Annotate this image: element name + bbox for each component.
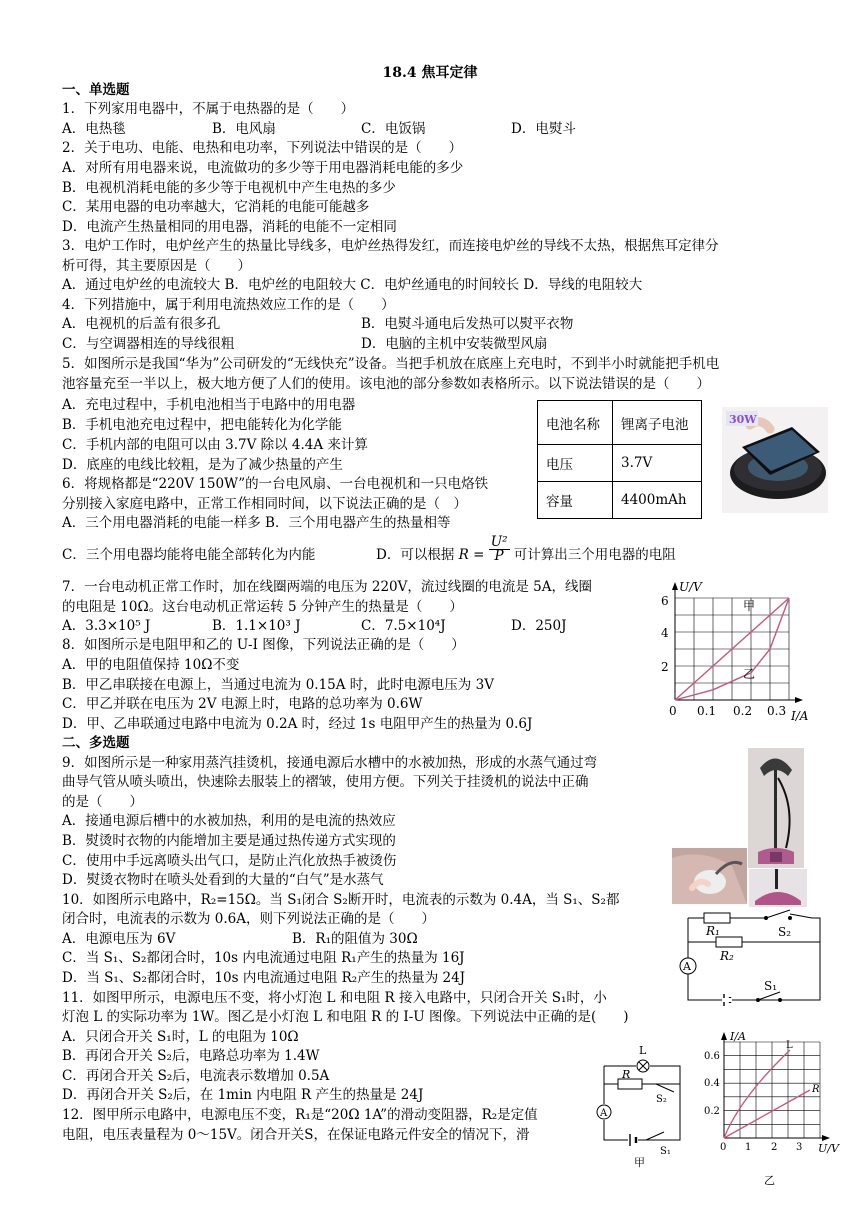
table-row <box>538 445 702 482</box>
table-cell: 4400mAh <box>613 482 702 519</box>
x-tick-label: 0.3 <box>767 704 787 718</box>
q11-option-c: C．再闭合开关 S₂后，电流表示数增加 0.5A <box>62 1068 330 1084</box>
table-cell: 3.7V <box>613 445 702 482</box>
label-s1: S₁ <box>660 1146 671 1157</box>
y-tick-label: 4 <box>661 626 669 640</box>
formula-numerator: U² <box>490 533 508 550</box>
y-axis-arrow-icon <box>721 1032 727 1040</box>
switch-s1 <box>758 992 780 1000</box>
label-l: L <box>639 1044 647 1057</box>
q10-option-d: D．当 S₁、S₂都闭合时，10s 内电流通过电阻 R₂产生的热量为 24J <box>62 970 466 986</box>
q11-stem-line2: 灯泡 L 的实际功率为 1W。图乙是小灯泡 L 和电阻 R 的 I-U 图像。下列说法中正确的是( ) <box>62 1009 629 1025</box>
q7-option-c: C．7.5×10⁴J <box>361 618 446 634</box>
q4-option-b: B．电熨斗通电后发热可以熨平衣物 <box>361 316 574 332</box>
q3-options: A．通过电炉丝的电流较大 B．电炉丝的电阻较大 C．电炉丝通电的时间较长 D．导线的电阻较大 <box>62 277 643 293</box>
wire <box>604 1066 680 1118</box>
q2-stem: 2．关于电功、电能、电热和电功率，下列说法中错误的是（ ） <box>62 140 463 156</box>
table-cell: 锂离子电池 <box>613 401 702 445</box>
q2-option-a: A．对所有用电器来说，电流做功的多少等于用电器消耗电能的多少 <box>62 160 464 176</box>
y-tick-label: 0.6 <box>704 1051 720 1062</box>
q10-stem-line1: 10．如图所示电路中，R₂=15Ω。当 S₁闭合 S₂断开时，电流表的示数为 0.4A，当 S₁、S₂都 <box>62 892 620 908</box>
q6-stem-line1: 6．将规格都是“220V 150W”的一台电风扇、一台电视机和一只电烙铁 <box>62 476 489 492</box>
formula-fraction <box>489 533 510 564</box>
x-axis-label: U/V <box>818 1142 839 1155</box>
steamer-base-photo <box>749 869 807 907</box>
q5-option-a: A．充电过程中，手机电池相当于电路中的用电器 <box>62 397 356 413</box>
q10-option-c: C．当 S₁、S₂都闭合时，10s 内电流通过电阻 R₁产生的热量为 16J <box>62 950 465 966</box>
q9-option-b: B．熨烫时衣物的内能增加主要是通过热传递方式实现的 <box>62 833 396 849</box>
q1-option-b: B．电风扇 <box>212 121 276 137</box>
grid <box>724 1042 820 1138</box>
q6-option-d-prefix: D．可以根据 <box>376 547 455 563</box>
x-tick-label: 0 <box>720 1142 727 1153</box>
table-row <box>538 482 702 519</box>
q8-option-b: B．甲乙串联接在电源上，当通过电流为 0.15A 时，此时电源电压为 3V <box>62 677 494 693</box>
x-tick-label: 3 <box>796 1142 803 1153</box>
q7-stem-line2: 的电阻是 10Ω。这台电动机正常运转 5 分钟产生的热量是（ ） <box>62 599 463 615</box>
label-s1: S₁ <box>764 979 778 993</box>
q9-stem-line2: 曲导气管从喷头喷出，快速除去服装上的褶皱，使用方便。下列关于挂烫机的说法中正确 <box>62 774 589 790</box>
q9-option-c: C．使用中手远离喷头出气口，是防止汽化放热手被烫伤 <box>62 853 397 869</box>
q6-option-ab: A．三个用电器消耗的电能一样多 B．三个用电器产生的热量相等 <box>62 515 451 531</box>
q10-option-b: B．R₁的阻值为 30Ω <box>292 931 418 947</box>
q2-option-c: C．某用电器的电功率越大，它消耗的电能可能越多 <box>62 199 370 215</box>
q11-option-d: D．再闭合开关 S₂后，在 1min 内电阻 R 产生的热量是 24J <box>62 1087 424 1103</box>
q9-option-a: A．接通电源后槽中的水被加热，利用的是电流的热效应 <box>62 813 396 829</box>
q3-stem-line2: 析可得，其主要原因是（ ） <box>62 258 251 274</box>
q5-option-b: B．手机电池充电过程中，把电能转化为化学能 <box>62 417 342 433</box>
label-s2: S₂ <box>778 925 792 939</box>
q7-option-a: A．3.3×10⁵ J <box>62 618 151 634</box>
steamer-in-use-photo <box>672 848 747 904</box>
wireless-charger-photo <box>722 407 828 513</box>
y-tick-label: 0.4 <box>704 1078 720 1089</box>
q2-option-d: D．电流产生热量相同的用电器，消耗的电能不一定相同 <box>62 219 397 235</box>
q11-circuit-diagram <box>594 1040 690 1170</box>
q9-stem-line3: 的是（ ） <box>62 794 143 810</box>
resistor-r1 <box>704 913 730 923</box>
q7-stem-line1: 7．一台电动机正常工作时，加在线圈两端的电压为 220V，流过线圈的电流是 5A，线圈 <box>62 579 593 595</box>
x-tick-label: 2 <box>771 1142 778 1153</box>
q3-stem-line1: 3．电炉工作时，电炉丝产生的热量比导线多，电炉丝热得发红，而连接电炉丝的导线不太热，根据焦耳定律分 <box>62 238 719 254</box>
q1-option-d: D．电熨斗 <box>511 121 576 137</box>
series-yi-label: 乙 <box>743 667 756 681</box>
series-jia-label: 甲 <box>743 599 756 613</box>
label-r2: R₂ <box>720 949 734 963</box>
q4-option-a: A．电视机的后盖有很多孔 <box>62 316 221 332</box>
q8-option-c: C．甲乙并联在电压为 2V 电源上时，电路的总功率为 0.6W <box>62 696 423 712</box>
q11-option-b: B．再闭合开关 S₂后，电路总功率为 1.4W <box>62 1048 320 1064</box>
series-l-curve <box>724 1050 790 1138</box>
q8-stem: 8．如图所示是电阻甲和乙的 U-I 图像，下列说法正确的是（ ） <box>62 637 465 653</box>
label-s2: S₂ <box>656 1094 667 1105</box>
q12-stem-line2: 电阻，电压表量程为 0～15V。闭合开关S，在保证电路元件安全的情况下，滑 <box>62 1127 530 1143</box>
wire <box>638 1118 680 1140</box>
switch-s2 <box>656 1084 674 1092</box>
q12-stem-line1: 12．图甲所示电路中，电源电压不变，R₁是“20Ω 1A”的滑动变阻器，R₂是定值 <box>62 1107 538 1123</box>
q4-option-c: C．与空调器相连的导线很粗 <box>62 336 235 352</box>
switch-s2 <box>766 910 790 918</box>
q9-stem-line1: 9．如图所示是一种家用蒸汽挂烫机，接通电源后水槽中的水被加热，形成的水蒸气通过弯 <box>62 755 598 771</box>
table-cell: 容量 <box>538 482 613 519</box>
q4-stem: 4．下列措施中，属于利用电流热效应工作的是（ ） <box>62 297 395 313</box>
y-tick-label: 0.2 <box>704 1106 720 1117</box>
charger-badge: 30W <box>729 413 757 426</box>
q5-option-c: C．手机内部的电阻可以由 3.7V 除以 4.4A 来计算 <box>62 437 368 453</box>
y-axis-label: U/V <box>679 580 702 594</box>
q1-stem: 1．下列家用电器中，不属于电热器的是（ ） <box>62 101 355 117</box>
x-tick-label: 1 <box>745 1142 752 1153</box>
q10-stem-line2: 闭合时，电流表的示数为 0.6A，则下列说法正确的是（ ） <box>62 911 436 927</box>
label-r: R <box>622 1068 631 1081</box>
formula-denominator: P <box>494 547 504 564</box>
q7-option-b: B．1.1×10³ J <box>212 618 301 634</box>
y-axis-label: I/A <box>730 1030 746 1043</box>
q5-stem-line1: 5．如图所示是我国“华为”公司研发的“无线快充”设备。当把手机放在底座上充电时，不到半小时就能把手机电 <box>62 356 720 372</box>
x-tick-label: 0.2 <box>733 704 753 718</box>
q8-ui-graph <box>655 578 815 723</box>
x-tick-label: 0.1 <box>697 704 717 718</box>
battery-parameter-table <box>537 400 702 519</box>
q11-iu-graph <box>700 1028 840 1188</box>
label-ammeter: A <box>683 960 691 973</box>
x-axis-arrow-icon <box>822 1135 830 1141</box>
section-single-choice: 一、单选题 <box>62 82 130 98</box>
q11-stem-line1: 11．如图甲所示，电源电压不变，将小灯泡 L 和电阻 R 接入电路中，只闭合开关 S₁时，小 <box>62 990 607 1006</box>
series-r-label: R <box>812 1084 820 1095</box>
y-tick-label: 6 <box>661 594 669 608</box>
q5-option-d: D．底座的电线比较粗，是为了减少热量的产生 <box>62 457 343 473</box>
q1-option-c: C．电饭锅 <box>361 121 426 137</box>
q11-option-a: A．只闭合开关 S₁时，L 的电阻为 10Ω <box>62 1029 299 1045</box>
resistor-r2 <box>716 937 742 947</box>
q6-option-d-suffix: 可计算出三个用电器的电阻 <box>513 547 676 563</box>
q10-option-a: A．电源电压为 6V <box>62 931 176 947</box>
q7-option-d: D．250J <box>511 618 567 634</box>
series-l-label: L <box>786 1040 793 1051</box>
y-tick-label: 2 <box>661 660 669 674</box>
y-axis-arrow-icon <box>672 582 678 590</box>
q8-option-d: D．甲、乙串联通过电路中电流为 0.2A 时，经过 1s 电阻甲产生的热量为 0.6J <box>62 716 533 732</box>
q6-option-d <box>376 533 676 566</box>
label-r1: R₁ <box>706 924 720 938</box>
formula-lhs: R = <box>458 547 485 563</box>
q6-option-c: C．三个用电器均能将电能全部转化为内能 <box>62 547 316 563</box>
q4-option-d: D．电脑的主机中安装微型风扇 <box>361 336 548 352</box>
section-multi-choice: 二、多选题 <box>62 735 130 751</box>
caption-yi: 乙 <box>764 1174 775 1187</box>
q10-circuit-diagram <box>668 908 828 1008</box>
q5-stem-line2: 池容量充至一半以上，极大地方便了人们的使用。该电池的部分参数如表格所示。以下说法错误的是（ ） <box>62 376 710 392</box>
caption-jia: 甲 <box>634 1156 645 1169</box>
page-title: 18.4 焦耳定律 <box>382 65 478 81</box>
q1-option-a: A．电热毯 <box>62 121 126 137</box>
table-cell: 电池名称 <box>538 401 613 445</box>
x-axis-label: I/A <box>791 709 809 723</box>
label-ammeter: A <box>600 1108 608 1119</box>
x-tick-label: 0 <box>669 704 677 718</box>
table-row <box>538 401 702 445</box>
x-axis-arrow-icon <box>795 697 803 703</box>
table-cell: 电压 <box>538 445 613 482</box>
switch-s1 <box>646 1132 664 1140</box>
q8-option-a: A．甲的电阻值保持 10Ω不变 <box>62 657 240 673</box>
q6-stem-line2: 分别接入家庭电路中，正常工作相同时间，以下说法正确的是（ ） <box>62 496 467 512</box>
q9-option-d: D．熨烫衣物时在喷头处看到的大量的“白气”是水蒸气 <box>62 872 384 888</box>
garment-steamer-photo <box>748 748 804 868</box>
q2-option-b: B．电视机消耗电能的多少等于电视机中产生电热的多少 <box>62 180 396 196</box>
